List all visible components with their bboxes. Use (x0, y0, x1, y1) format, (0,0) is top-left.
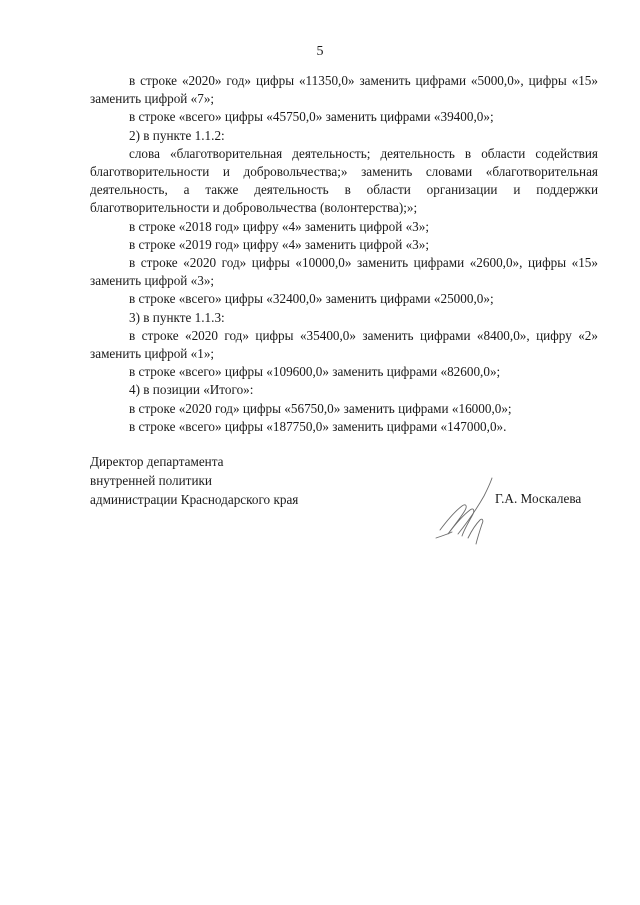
signatory-title (90, 452, 298, 509)
amendment-line: слова «благотворительная деятельность; деятельность в области содействия благотворительности и добровольчества;» заменить словами «благотворительная деятельность, а также деятельность в области организации и поддержки благотворительности и добровольчества (волонтерства);»; (90, 145, 598, 216)
signatory-title-line: Директор департамента (90, 454, 224, 469)
signatory-title-line: администрации Краснодарского края (90, 492, 299, 507)
amendment-line: в строке «2020 год» цифры «10000,0» заменить цифрами «2600,0», цифры «15» заменить цифрой «3»; (90, 255, 598, 289)
section-heading: 3) в пункте 1.1.3: (129, 309, 225, 325)
signatory-title-line: внутренней политики (90, 473, 212, 488)
handwritten-signature (428, 468, 500, 550)
section-heading: 2) в пункте 1.1.2: (129, 127, 225, 143)
amendment-line: в строке «2020» год» цифры «11350,0» заменить цифрами «5000,0», цифры «15» заменить цифрой «7»; (90, 73, 598, 107)
amendment-line: в строке «всего» цифры «45750,0» заменить цифрами «39400,0»; (129, 109, 494, 125)
amendment-line: в строке «2018 год» цифру «4» заменить цифрой «3»; (129, 218, 430, 234)
amendment-line: в строке «всего» цифры «187750,0» заменить цифрами «147000,0». (129, 418, 507, 434)
amendment-line: в строке «всего» цифры «32400,0» заменить цифрами «25000,0»; (129, 291, 494, 307)
document-body (90, 72, 598, 436)
amendment-line: в строке «2019 год» цифру «4» заменить цифрой «3»; (129, 236, 430, 252)
amendment-line: в строке «2020 год» цифры «35400,0» заменить цифрами «8400,0», цифру «2» заменить цифрой «1»; (90, 327, 598, 362)
page-number: 5 (316, 44, 324, 59)
signatory-name: Г.А. Москалева (495, 491, 582, 506)
section-heading: 4) в позиции «Итого»: (129, 382, 254, 398)
amendment-line: в строке «2020 год» цифры «56750,0» заменить цифрами «16000,0»; (129, 400, 512, 416)
amendment-line: в строке «всего» цифры «109600,0» заменить цифрами «82600,0»; (129, 364, 501, 380)
